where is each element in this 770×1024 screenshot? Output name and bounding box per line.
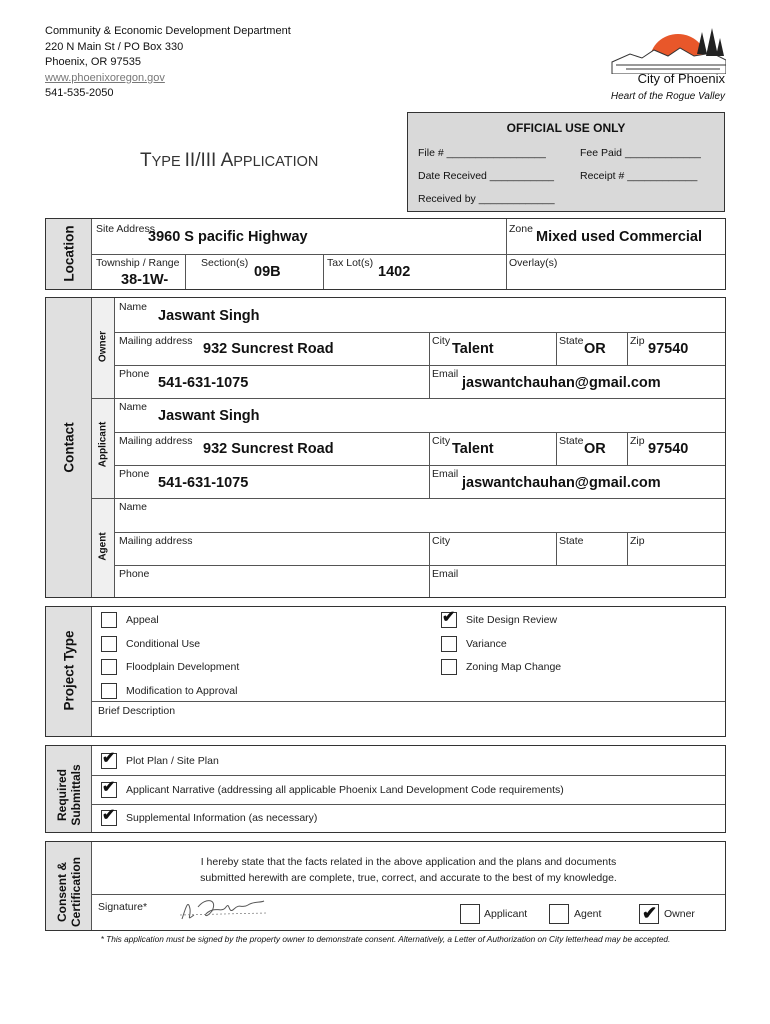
applicant-phone-label: Phone bbox=[119, 468, 150, 480]
owner-label: Owner bbox=[97, 330, 109, 363]
owner-zip-value[interactable]: 97540 bbox=[648, 341, 689, 357]
project-type-section bbox=[45, 606, 726, 737]
consent-label: Consent & Certification bbox=[55, 857, 83, 928]
fee-paid-field[interactable]: Fee Paid _____________ bbox=[580, 147, 701, 159]
contact-label: Contact bbox=[61, 422, 77, 473]
location-label: Location bbox=[61, 225, 77, 282]
file-number-field[interactable]: File # _________________ bbox=[418, 147, 546, 159]
supplemental-checkbox[interactable] bbox=[101, 807, 117, 826]
submittals-label: Required Submittals bbox=[55, 764, 83, 826]
applicant-zip-label: Zip bbox=[630, 435, 645, 447]
applicant-zip-value[interactable]: 97540 bbox=[648, 441, 689, 457]
floodplain-checkbox[interactable] bbox=[101, 659, 117, 675]
footnote: * This application must be signed by the property owner to demonstrate consent. Alternatively, a Letter of Authorization on City letterhead may be accepted. bbox=[100, 934, 671, 944]
agent-zip-label: Zip bbox=[630, 535, 645, 547]
zone-label: Zone bbox=[509, 223, 533, 235]
supplemental-label: Supplemental Information (as necessary) bbox=[126, 812, 318, 824]
agent-phone-label: Phone bbox=[119, 568, 150, 580]
signature-label: Signature* bbox=[98, 901, 148, 913]
site-address-label: Site Address bbox=[96, 223, 155, 235]
city-logo bbox=[602, 20, 726, 74]
conditional-use-checkbox[interactable] bbox=[101, 636, 117, 652]
plot-plan-label: Plot Plan / Site Plan bbox=[126, 755, 219, 767]
variance-checkbox[interactable] bbox=[441, 636, 457, 652]
project-type-label: Project Type bbox=[61, 630, 77, 711]
consent-text-1: I hereby state that the facts related in the above application and the plans and documents bbox=[200, 856, 617, 868]
agent-consent-label: Agent bbox=[574, 908, 602, 920]
modification-checkbox[interactable] bbox=[101, 683, 117, 699]
page-title: TYPE II/III APPLICATION bbox=[140, 150, 319, 171]
received-by-field[interactable]: Received by _____________ bbox=[418, 193, 555, 205]
applicant-state-value[interactable]: OR bbox=[584, 441, 606, 457]
applicant-city-value[interactable]: Talent bbox=[452, 441, 494, 457]
brief-description-label: Brief Description bbox=[98, 705, 176, 717]
address-line-1: 220 N Main St / PO Box 330 bbox=[45, 40, 184, 53]
website-link[interactable]: www.phoenixoregon.gov bbox=[45, 71, 165, 84]
agent-city-label: City bbox=[432, 535, 451, 547]
applicant-narrative-checkbox[interactable] bbox=[101, 779, 117, 798]
site-design-review-checkbox[interactable] bbox=[441, 609, 457, 628]
owner-zip-label: Zip bbox=[630, 335, 645, 347]
agent-name-label: Name bbox=[119, 501, 148, 513]
applicant-mailing-label: Mailing address bbox=[119, 435, 193, 447]
agent-email-label: Email bbox=[432, 568, 459, 580]
check-mark-icon: ✔ bbox=[102, 807, 116, 824]
check-mark-icon: ✔ bbox=[442, 609, 456, 626]
applicant-mailing-value[interactable]: 932 Suncrest Road bbox=[203, 441, 334, 457]
applicant-email-value[interactable]: jaswantchauhan@gmail.com bbox=[462, 475, 661, 491]
owner-email-value[interactable]: jaswantchauhan@gmail.com bbox=[462, 375, 661, 391]
official-use-title: OFFICIAL USE ONLY bbox=[506, 121, 626, 135]
contact-section bbox=[45, 297, 726, 598]
owner-email-label: Email bbox=[432, 368, 459, 380]
owner-phone-value[interactable]: 541-631-1075 bbox=[158, 375, 249, 391]
owner-state-value[interactable]: OR bbox=[584, 341, 606, 357]
section-label: Section(s) bbox=[201, 257, 249, 269]
appeal-checkbox[interactable] bbox=[101, 612, 117, 628]
zoning-map-change-checkbox[interactable] bbox=[441, 659, 457, 675]
applicant-email-label: Email bbox=[432, 468, 459, 480]
city-name: City of Phoenix bbox=[637, 71, 725, 86]
applicant-label: Applicant bbox=[97, 421, 109, 468]
agent-state-label: State bbox=[559, 535, 584, 547]
agent-label: Agent bbox=[97, 532, 109, 561]
dept-name: Community & Economic Development Department bbox=[45, 25, 291, 37]
owner-city-value[interactable]: Talent bbox=[452, 341, 494, 357]
consent-section bbox=[45, 841, 726, 931]
variance-label: Variance bbox=[466, 638, 507, 650]
overlay-label: Overlay(s) bbox=[509, 257, 558, 269]
modification-label: Modification to Approval bbox=[126, 685, 238, 697]
applicant-city-label: City bbox=[432, 435, 451, 447]
location-section bbox=[45, 218, 726, 290]
date-received-field[interactable]: Date Received ___________ bbox=[418, 170, 555, 182]
owner-consent-checkbox[interactable] bbox=[639, 904, 659, 924]
signature-image[interactable] bbox=[176, 889, 271, 925]
zoning-map-change-label: Zoning Map Change bbox=[466, 661, 562, 673]
header-block bbox=[45, 24, 291, 102]
agent-consent-checkbox[interactable] bbox=[549, 904, 569, 924]
consent-text-2: submitted herewith are complete, true, correct, and accurate to the best of my knowledge. bbox=[200, 872, 617, 884]
owner-mailing-value[interactable]: 932 Suncrest Road bbox=[203, 341, 334, 357]
owner-consent-label: Owner bbox=[664, 908, 695, 920]
appeal-label: Appeal bbox=[126, 614, 159, 626]
applicant-state-label: State bbox=[559, 435, 584, 447]
address-line-2: Phoenix, OR 97535 bbox=[45, 56, 142, 68]
site-address-value[interactable]: 3960 S pacific Highway bbox=[148, 229, 308, 245]
applicant-phone-value[interactable]: 541-631-1075 bbox=[158, 475, 249, 491]
site-design-review-label: Site Design Review bbox=[466, 614, 558, 626]
zone-value[interactable]: Mixed used Commercial bbox=[536, 229, 702, 245]
township-value[interactable]: 38-1W- bbox=[121, 272, 169, 288]
check-mark-icon: ✔ bbox=[102, 779, 116, 796]
agent-mailing-label: Mailing address bbox=[119, 535, 193, 547]
applicant-name-label: Name bbox=[119, 401, 148, 413]
section-value[interactable]: 09B bbox=[254, 264, 281, 280]
city-tagline: Heart of the Rogue Valley bbox=[610, 91, 725, 102]
township-label: Township / Range bbox=[96, 257, 180, 269]
official-use-box bbox=[407, 112, 725, 212]
check-mark-icon: ✔ bbox=[642, 903, 658, 923]
taxlot-value[interactable]: 1402 bbox=[378, 264, 411, 280]
owner-city-label: City bbox=[432, 335, 451, 347]
applicant-narrative-label: Applicant Narrative (addressing all applicable Phoenix Land Development Code requirements) bbox=[126, 784, 564, 796]
applicant-consent-label: Applicant bbox=[484, 908, 528, 920]
plot-plan-checkbox[interactable] bbox=[101, 750, 117, 769]
phone-number: 541-535-2050 bbox=[45, 87, 114, 99]
check-mark-icon: ✔ bbox=[102, 750, 116, 767]
taxlot-label: Tax Lot(s) bbox=[327, 257, 374, 269]
applicant-name-value[interactable]: Jaswant Singh bbox=[158, 408, 260, 424]
applicant-consent-checkbox[interactable] bbox=[460, 904, 480, 924]
conditional-use-label: Conditional Use bbox=[126, 638, 201, 650]
required-submittals-section bbox=[45, 745, 726, 833]
owner-name-value[interactable]: Jaswant Singh bbox=[158, 308, 260, 324]
owner-phone-label: Phone bbox=[119, 368, 150, 380]
owner-name-label: Name bbox=[119, 301, 148, 313]
owner-state-label: State bbox=[559, 335, 584, 347]
floodplain-label: Floodplain Development bbox=[126, 661, 240, 673]
receipt-field[interactable]: Receipt # ____________ bbox=[580, 170, 698, 182]
owner-mailing-label: Mailing address bbox=[119, 335, 193, 347]
